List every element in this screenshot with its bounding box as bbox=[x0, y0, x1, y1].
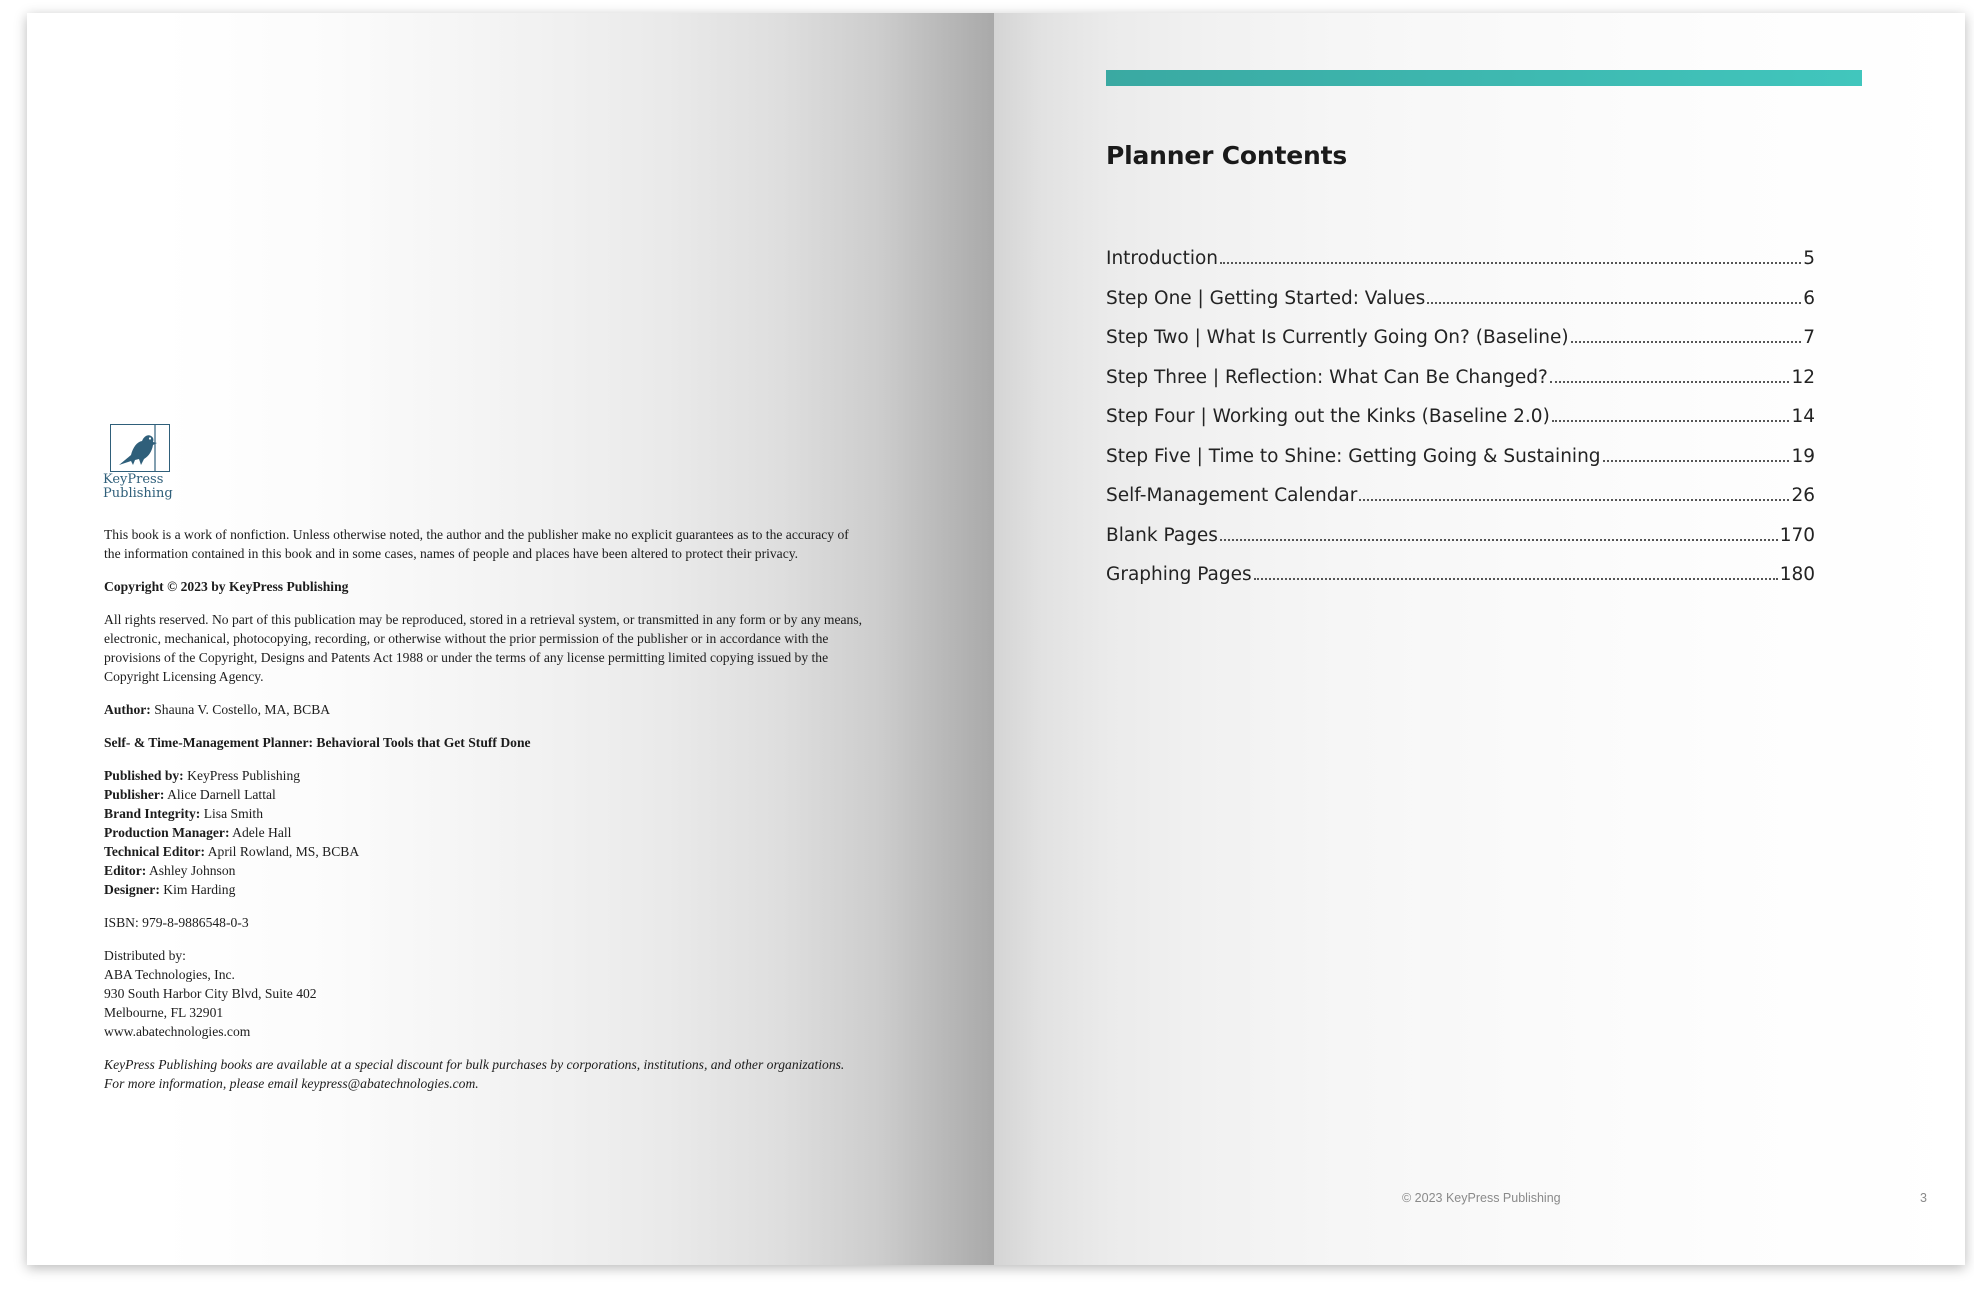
credit-line: Publisher: Alice Darnell Lattal bbox=[104, 787, 276, 802]
distributor-line: Distributed by: bbox=[104, 948, 186, 963]
toc-entry[interactable] bbox=[1106, 367, 1815, 407]
toc-label: Self-Management Calendar bbox=[1106, 485, 1358, 506]
contents-page bbox=[994, 13, 1965, 1265]
isbn: ISBN: 979-8-9886548-0-3 bbox=[104, 915, 249, 930]
distributor-line: 930 South Harbor City Blvd, Suite 402 bbox=[104, 986, 317, 1001]
toc-entry[interactable] bbox=[1106, 564, 1815, 604]
rights-statement: All rights reserved. No part of this publication may be reproduced, stored in a retrieval system, or transmitted in any form or by any means, electronic, mechanical, photocopying, recording, or otherwise without the prior permission of the publisher or in accordance with the provisions of the Copyright, Designs and Patents Act 1988 or under the terms of any license permitting limited copying issued by the Copyright Licensing Agency. bbox=[104, 612, 863, 684]
toc-entry[interactable] bbox=[1106, 485, 1815, 525]
copyright-page bbox=[27, 13, 994, 1265]
dot-leader bbox=[1359, 498, 1789, 501]
page-title: Planner Contents bbox=[1106, 141, 1348, 170]
footer-page-number: 3 bbox=[1920, 1191, 1927, 1205]
distributor-block bbox=[104, 946, 864, 1041]
toc-label: Step Five | Time to Shine: Getting Going & Sustaining bbox=[1106, 445, 1601, 467]
credit-line: Editor: Ashley Johnson bbox=[104, 863, 236, 878]
author-line: Author: Shauna V. Costello, MA, BCBA bbox=[104, 702, 331, 717]
toc-label: Graphing Pages bbox=[1106, 564, 1252, 585]
credit-line: Designer: Kim Harding bbox=[104, 882, 236, 897]
imprint-text bbox=[104, 525, 864, 1107]
dot-leader bbox=[1427, 301, 1801, 304]
toc-label: Step Two | What Is Currently Going On? (Baseline) bbox=[1106, 327, 1569, 348]
logo-line-2: Publishing bbox=[103, 486, 173, 501]
credit-line: Brand Integrity: Lisa Smith bbox=[104, 806, 263, 821]
toc-page-number: 19 bbox=[1791, 445, 1815, 467]
book-spread bbox=[27, 13, 1965, 1265]
pigeon-icon bbox=[110, 424, 170, 472]
publisher-logo bbox=[103, 424, 179, 508]
toc-page-number: 170 bbox=[1779, 524, 1815, 546]
toc-page-number: 14 bbox=[1791, 406, 1815, 427]
dot-leader bbox=[1552, 419, 1790, 422]
toc-page-number: 12 bbox=[1791, 366, 1815, 388]
toc-entry[interactable] bbox=[1106, 446, 1815, 486]
disclaimer: This book is a work of nonfiction. Unless otherwise noted, the author and the publisher make no explicit guarantees as to the accuracy of the information contained in this book and in some cases, names of people and places have been altered to protect their privacy. bbox=[104, 527, 849, 561]
discount-note: KeyPress Publishing books are available at a special discount for bulk purchases by corporations, institutions, and other organizations. For more information, please email keypress@abatechnologies.com. bbox=[104, 1057, 845, 1091]
toc-entry[interactable] bbox=[1106, 248, 1815, 288]
credit-line: Production Manager: Adele Hall bbox=[104, 825, 292, 840]
dot-leader bbox=[1603, 459, 1790, 462]
distributor-line: ABA Technologies, Inc. bbox=[104, 967, 235, 982]
distributor-url: www.abatechnologies.com bbox=[104, 1024, 251, 1039]
copyright-line: Copyright © 2023 by KeyPress Publishing bbox=[104, 579, 349, 594]
toc-label: Blank Pages bbox=[1106, 524, 1218, 546]
toc-entry[interactable] bbox=[1106, 406, 1815, 446]
credit-line: Technical Editor: April Rowland, MS, BCBA bbox=[104, 844, 360, 859]
accent-bar bbox=[1106, 70, 1862, 86]
toc-label: Step Three | Reflection: What Can Be Changed? bbox=[1106, 366, 1548, 388]
toc-entry[interactable] bbox=[1106, 327, 1815, 367]
toc-label: Introduction bbox=[1106, 248, 1219, 269]
dot-leader bbox=[1220, 538, 1778, 541]
toc-page-number: 6 bbox=[1803, 287, 1815, 309]
dot-leader bbox=[1571, 340, 1802, 343]
toc-entry[interactable] bbox=[1106, 525, 1815, 565]
toc-entry[interactable] bbox=[1106, 288, 1815, 328]
toc-page-number: 180 bbox=[1779, 564, 1815, 585]
distributor-line: Melbourne, FL 32901 bbox=[104, 1005, 224, 1020]
toc-label: Step One | Getting Started: Values bbox=[1106, 287, 1426, 309]
dot-leader bbox=[1550, 380, 1790, 383]
toc-page-number: 5 bbox=[1803, 248, 1815, 269]
credit-line: Published by: KeyPress Publishing bbox=[104, 768, 301, 783]
toc-page-number: 26 bbox=[1791, 485, 1815, 506]
toc-label: Step Four | Working out the Kinks (Baseline 2.0) bbox=[1106, 406, 1550, 427]
footer-copyright: © 2023 KeyPress Publishing bbox=[1402, 1191, 1561, 1205]
table-of-contents bbox=[1106, 248, 1815, 604]
dot-leader bbox=[1220, 261, 1801, 264]
credits-block bbox=[104, 766, 864, 899]
book-title: Self- & Time-Management Planner: Behavioral Tools that Get Stuff Done bbox=[104, 735, 531, 750]
toc-page-number: 7 bbox=[1803, 327, 1815, 348]
logo-line-1: KeyPress bbox=[103, 472, 164, 487]
dot-leader bbox=[1254, 577, 1778, 580]
logo-wordmark bbox=[103, 473, 173, 501]
